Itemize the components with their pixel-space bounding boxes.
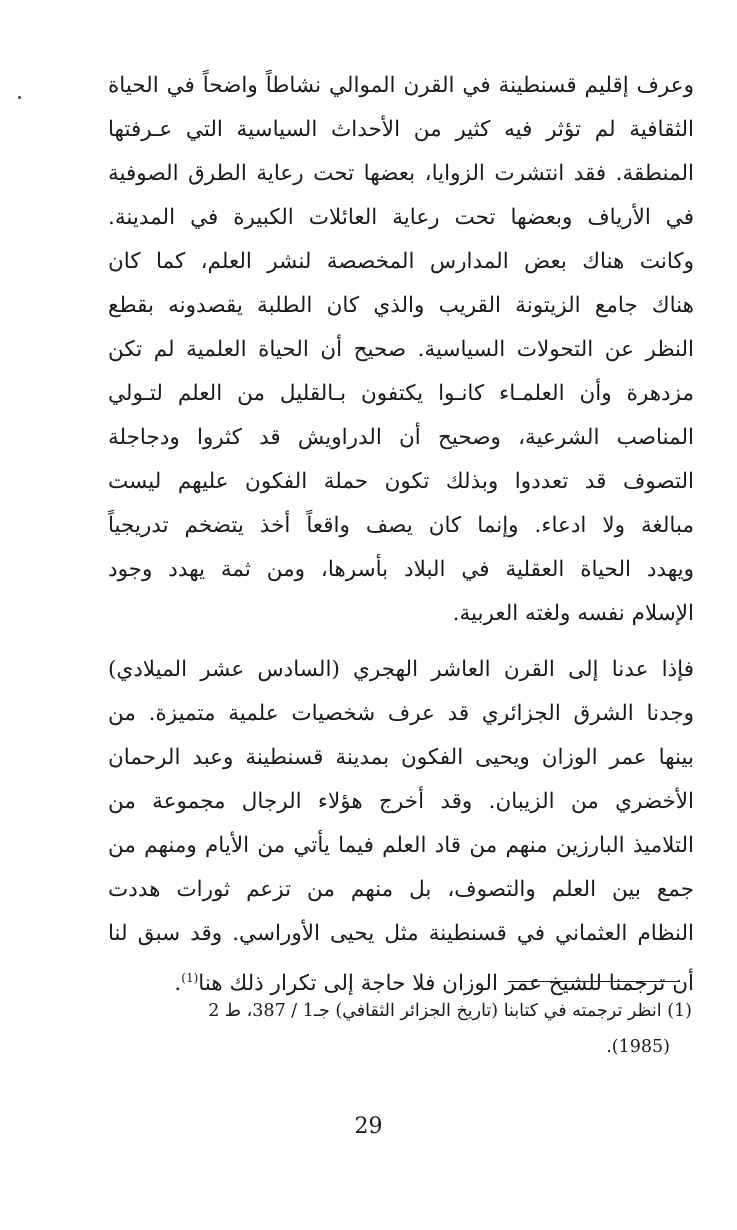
text-line: وجدنا الشرق الجزائري قد عرف شخصيات علمية متميزة. من bbox=[108, 701, 694, 726]
text-line: فإذا عدنا إلى القرن العاشر الهجري (السادس عشر الميلادي) bbox=[108, 657, 694, 682]
text-line: جمع بين العلم والتصوف، بل منهم من تزعم ثورات هددت bbox=[108, 877, 694, 902]
footnote-marker: (1) bbox=[181, 971, 199, 985]
text-line-content: أن ترجمنا للشيخ عمر الوزان فلا حاجة إلى تكرار ذلك هنا bbox=[198, 971, 694, 997]
footnote-line: (1) انظر ترجمته في كتابنا (تاريخ الجزائر الثقافي) جـ1 / 387، ط 2 bbox=[208, 1001, 692, 1021]
text-line: التصوف قد تعددوا وبذلك تكون حملة الفكون عليهم ليست bbox=[108, 469, 694, 494]
body-text bbox=[108, 64, 694, 1000]
footnote-line: (1985). bbox=[606, 1037, 670, 1057]
text-line: المنطقة. فقد انتشرت الزوايا، بعضها تحت رعاية الطرق الصوفية bbox=[108, 161, 694, 186]
text-line: الأخضري من الزيبان. وقد أخرج هؤلاء الرجال مجموعة من bbox=[108, 789, 694, 814]
text-line: التلاميذ البارزين منهم من قاد العلم فيما يأتي من الأيام ومنهم من bbox=[108, 833, 694, 858]
text-line: وكانت هناك بعض المدارس المخصصة لنشر العلم، كما كان bbox=[108, 249, 694, 274]
text-line-with-footnote: أن ترجمنا للشيخ عمر الوزان فلا حاجة إلى تكرار ذلك هنا$^{(1)}$. bbox=[174, 971, 694, 997]
text-line: هناك جامع الزيتونة القريب والذي كان الطلبة يقصدونه بقطع bbox=[108, 293, 694, 318]
text-line: النظر عن التحولات السياسية. صحيح أن الحياة العلمية لم تكن bbox=[108, 337, 694, 362]
paragraph-gap bbox=[108, 636, 694, 648]
text-line: ويهدد الحياة العقلية في البلاد بأسرها، ومن ثمة يهدد وجود bbox=[108, 557, 694, 582]
text-line: في الأرياف وبعضها تحت رعاية العائلات الكبيرة في المدينة. bbox=[108, 205, 694, 230]
footnote-separator bbox=[508, 981, 680, 982]
text-line: وعرف إقليم قسنطينة في القرن الموالي نشاطاً واضحاً في الحياة bbox=[108, 73, 694, 98]
text-line: مبالغة ولا ادعاء. وإنما كان يصف واقعاً أخذ يتضخم تدريجياً bbox=[108, 513, 694, 538]
text-line: الإسلام نفسه ولغته العربية. bbox=[452, 601, 694, 626]
footnotes bbox=[100, 993, 692, 1065]
text-line: بينها عمر الوزان ويحيى الفكون بمدينة قسنطينة وعبد الرحمان bbox=[108, 745, 694, 770]
text-line: النظام العثماني في قسنطينة مثل يحيى الأوراسي. وقد سبق لنا bbox=[108, 921, 694, 946]
text-line: الثقافية لم تؤثر فيه كثير من الأحداث السياسية التي عـرفتها bbox=[108, 117, 694, 142]
text-line: مزدهرة وأن العلمـاء كانـوا يكتفون بـالقليل من العلم لتـولي bbox=[108, 381, 694, 406]
scan-speck bbox=[18, 96, 21, 99]
text-line: المناصب الشرعية، وصحيح أن الدراويش قد كثروا ودجاجلة bbox=[108, 425, 694, 450]
page-number: 29 bbox=[354, 1114, 383, 1139]
